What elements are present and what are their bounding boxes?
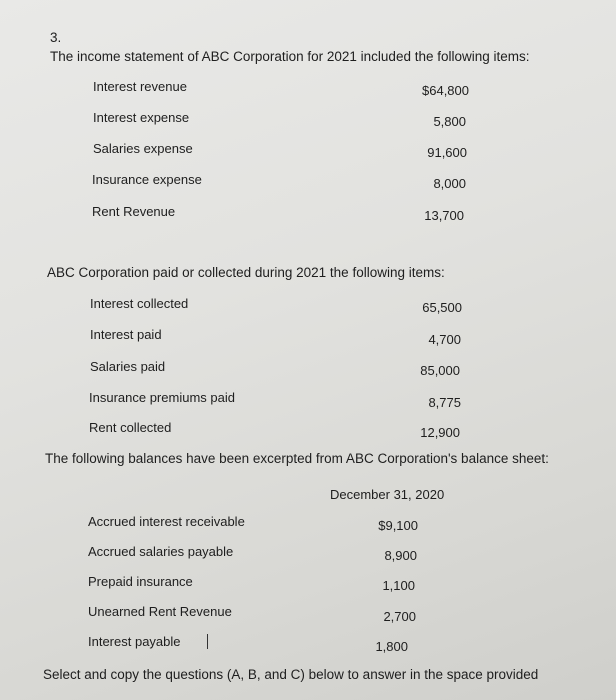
- item-label: Prepaid insurance: [88, 574, 193, 589]
- item-value: $64,800: [422, 83, 469, 98]
- item-value: 4,700: [428, 332, 461, 347]
- item-label: Interest collected: [90, 296, 189, 311]
- balances-intro: The following balances have been excerpted from ABC Corporation's balance sheet:: [45, 451, 549, 466]
- balance-date: December 31, 2020: [330, 487, 445, 502]
- item-value: 8,000: [433, 176, 466, 191]
- item-value: 1,800: [375, 639, 408, 654]
- item-label: Salaries paid: [90, 359, 166, 374]
- item-value: 8,900: [384, 548, 417, 563]
- text-cursor: [207, 634, 208, 649]
- item-value: 65,500: [422, 300, 462, 315]
- item-value: 85,000: [420, 363, 460, 378]
- item-value: 2,700: [383, 609, 416, 624]
- intro-text: The income statement of ABC Corporation for 2021 included the following items:: [50, 49, 530, 64]
- item-label: Salaries expense: [93, 141, 193, 156]
- item-value: 91,600: [427, 145, 467, 160]
- item-label: Accrued salaries payable: [88, 544, 234, 559]
- item-value: 5,800: [433, 114, 466, 129]
- item-label: Accrued interest receivable: [88, 514, 245, 529]
- item-value: $9,100: [378, 518, 418, 533]
- item-value: 13,700: [424, 208, 464, 223]
- question-number: 3.: [50, 30, 62, 45]
- item-label: Rent Revenue: [92, 204, 176, 219]
- item-label: Interest revenue: [93, 79, 187, 94]
- item-value: 8,775: [428, 395, 461, 410]
- item-value: 12,900: [420, 425, 460, 440]
- item-label: Interest expense: [93, 110, 190, 125]
- instruction-text: Select and copy the questions (A, B, and C) below to answer in the space provided: [43, 667, 539, 682]
- item-label: Interest payable: [88, 634, 181, 649]
- item-label: Insurance premiums paid: [89, 390, 235, 405]
- item-label: Insurance expense: [92, 172, 202, 187]
- item-label: Interest paid: [90, 327, 162, 342]
- item-label: Rent collected: [89, 420, 172, 435]
- paid-collected-intro: ABC Corporation paid or collected during 2021 the following items:: [47, 265, 445, 280]
- item-label: Unearned Rent Revenue: [88, 604, 232, 619]
- item-value: 1,100: [382, 578, 415, 593]
